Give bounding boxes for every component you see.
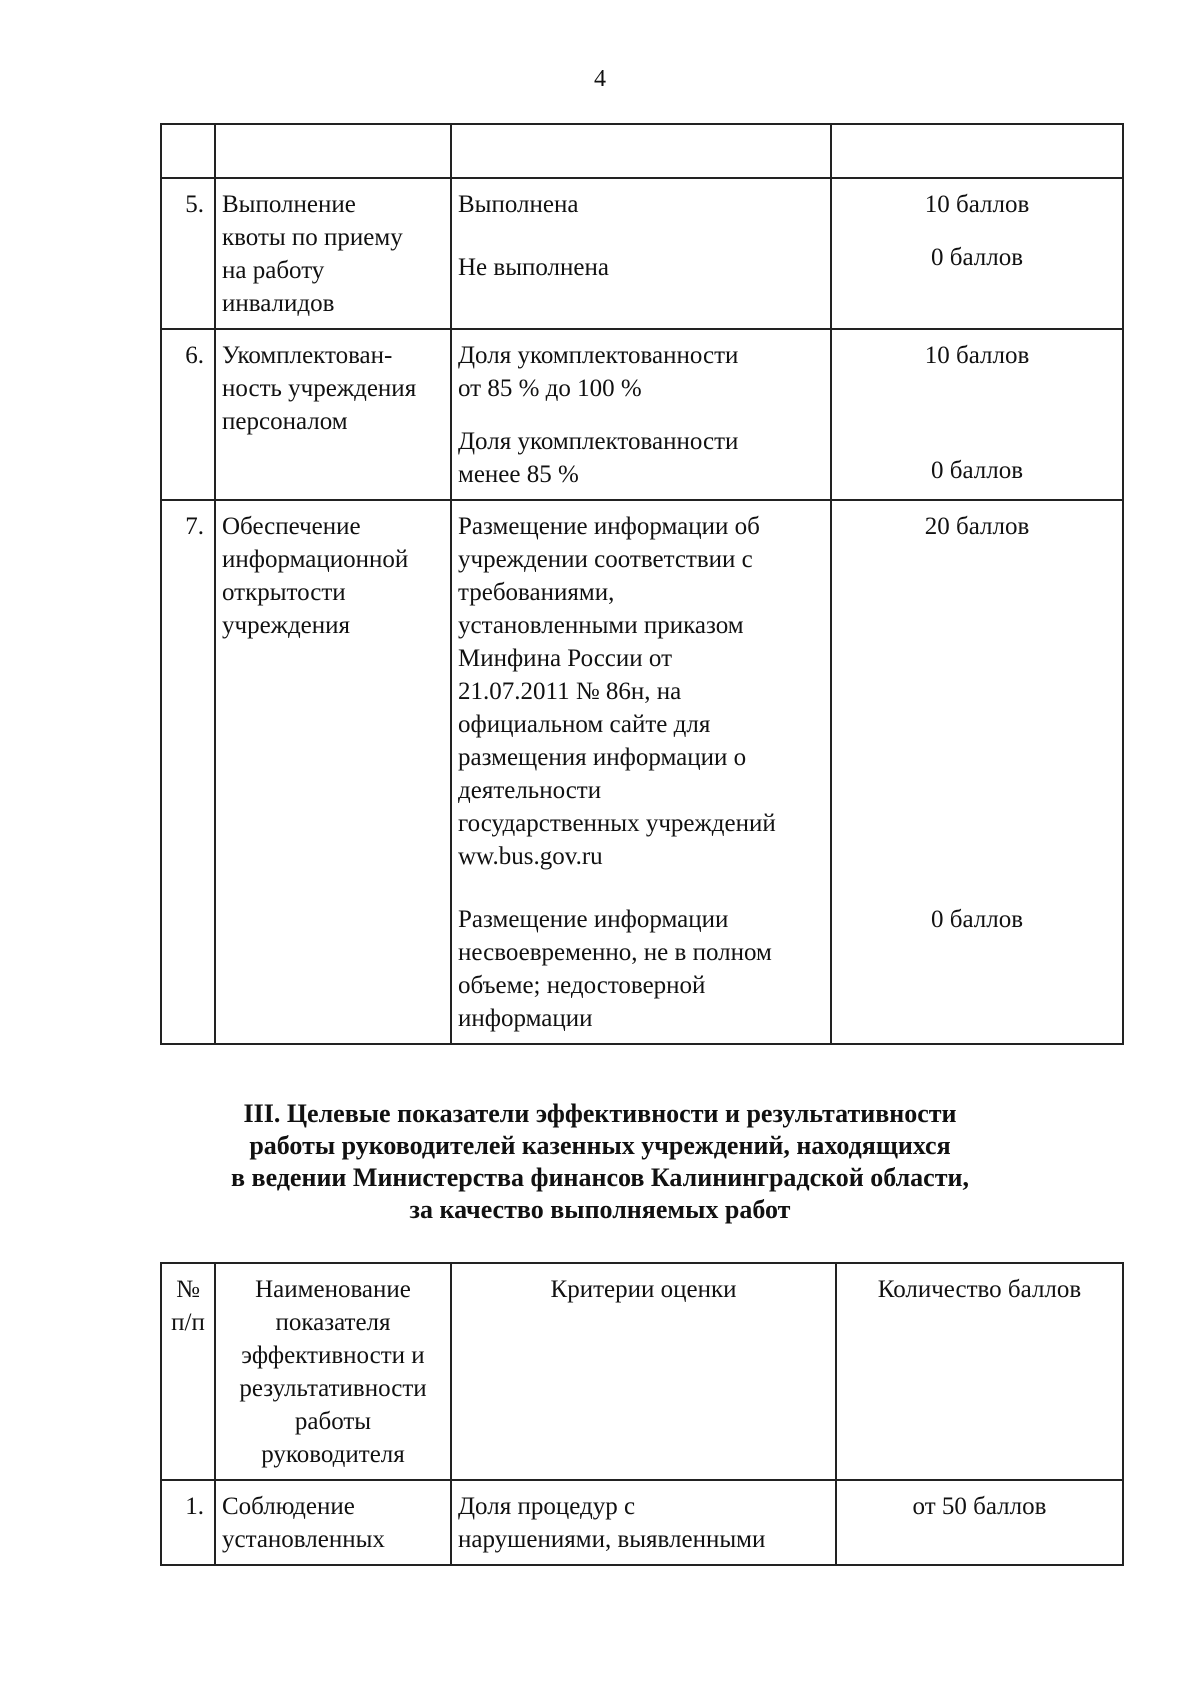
table-row [161, 500, 1123, 1044]
text-line: учреждения [222, 612, 351, 639]
indicator-cell [215, 500, 451, 1044]
header-text: показателя [275, 1309, 391, 1336]
text-line: Размещение информации [458, 906, 729, 933]
row-number: 6. [161, 329, 215, 500]
text-line: Соблюдение [222, 1493, 355, 1520]
text-line: Не выполнена [458, 254, 609, 281]
points-value: 0 баллов [930, 906, 1024, 933]
row-number: 7. [161, 500, 215, 1044]
text-line: менее 85 % [458, 461, 579, 488]
text-line: деятельности [458, 777, 602, 804]
indicator-cell [215, 1480, 451, 1565]
heading-line: за качество выполняемых работ [409, 1195, 791, 1224]
criteria-table-section-3 [160, 1262, 1124, 1566]
text-line: размещения информации о [458, 744, 747, 771]
points-value: 10 баллов [924, 342, 1030, 369]
text-line: Выполнена [458, 191, 579, 218]
heading-line: III. Целевые показатели эффективности и результативности [243, 1099, 957, 1128]
page-number: 4 [594, 66, 606, 92]
text-line: от 85 % до 100 % [458, 375, 642, 402]
text-line: Доля укомплектованности [458, 342, 739, 369]
text-line: официальном сайте для [458, 711, 711, 738]
row-number: 5. [161, 178, 215, 329]
indicator-cell [215, 178, 451, 329]
text-line: Обеспечение [222, 513, 361, 540]
header-text: работы [294, 1408, 372, 1435]
points-cell [831, 178, 1123, 329]
header-text: результативности [239, 1375, 427, 1402]
header-text: эффективности и [241, 1342, 425, 1369]
text-line: ww.bus.gov.ru [458, 843, 603, 870]
header-criteria: Критерии оценки [451, 1263, 836, 1480]
row-number: 1. [161, 1480, 215, 1565]
criteria-cell [451, 1480, 836, 1565]
section-heading [0, 1098, 1200, 1226]
text-line: Доля процедур с [458, 1493, 636, 1520]
points-value: 0 баллов [930, 244, 1024, 271]
text-line: 21.07.2011 № 86н, на [458, 678, 682, 705]
points-cell [831, 500, 1123, 1044]
points-value: 10 баллов [924, 191, 1030, 218]
text-line: требованиями, [458, 579, 615, 606]
text-line: учреждении соответствии с [458, 546, 753, 573]
text-line: установленными приказом [458, 612, 744, 639]
criteria-cell [451, 329, 831, 500]
text-line: ность учреждения [222, 375, 417, 402]
table-header-row [161, 1263, 1123, 1480]
header-text: Наименование [255, 1276, 411, 1303]
text-line: персоналом [222, 408, 348, 435]
table-row [161, 1480, 1123, 1565]
criteria-cell [451, 178, 831, 329]
text-line: государственных учреждений [458, 810, 776, 837]
points-cell [831, 329, 1123, 500]
text-line: объеме; недостоверной [458, 972, 706, 999]
header-text: руководителя [261, 1441, 405, 1468]
text-line: нарушениями, выявленными [458, 1526, 766, 1553]
points-cell: от 50 баллов [836, 1480, 1123, 1565]
text-line: информации [458, 1005, 593, 1032]
table-row [161, 329, 1123, 500]
text-line: открытости [222, 579, 346, 606]
heading-line: работы руководителей казенных учреждений, находящихся [249, 1131, 951, 1160]
heading-line: в ведении Министерства финансов Калининградской области, [231, 1163, 969, 1192]
points-value: 20 баллов [924, 513, 1030, 540]
criteria-cell [451, 500, 831, 1044]
text-line: информационной [222, 546, 409, 573]
text-line: Минфина России от [458, 645, 672, 672]
header-text: п/п [171, 1309, 205, 1336]
text-line: Укомплектован- [222, 342, 393, 369]
indicator-cell [215, 329, 451, 500]
text-line: несвоевременно, не в полном [458, 939, 772, 966]
header-points: Количество баллов [836, 1263, 1123, 1480]
header-text: № [176, 1276, 200, 1303]
points-value: 0 баллов [930, 457, 1024, 484]
text-line: на работу [222, 257, 325, 284]
text-line: установленных [222, 1526, 385, 1553]
criteria-table-continued [160, 123, 1124, 1045]
text-line: квоты по приему [222, 224, 403, 251]
header-num [161, 1263, 215, 1480]
text-line: Выполнение [222, 191, 356, 218]
text-line: инвалидов [222, 290, 335, 317]
header-indicator [215, 1263, 451, 1480]
table-row-empty [161, 124, 1123, 178]
text-line: Размещение информации об [458, 513, 760, 540]
text-line: Доля укомплектованности [458, 428, 739, 455]
table-row [161, 178, 1123, 329]
